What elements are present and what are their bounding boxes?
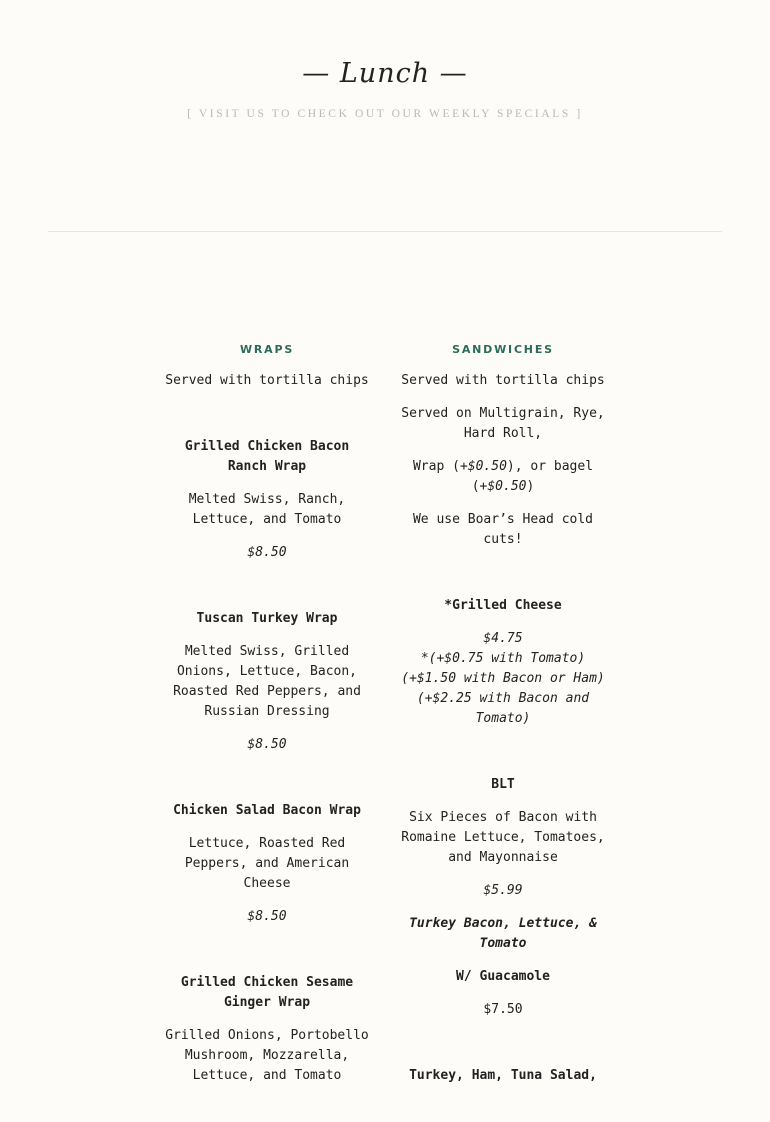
page-subtitle: [ VISIT US TO CHECK OUT OUR WEEKLY SPECIALS ] [187,108,583,120]
wraps-intro: Served with tortilla chips [165,373,369,388]
grilled-cheese-price: $4.75 [483,631,523,646]
menu-item-name: BLT [491,777,515,792]
grilled-cheese-option: (+$1.50 with Bacon or Ham) [401,671,605,686]
menu-item-price: $8.50 [247,545,287,560]
bagel-note-price: $0.50 [487,479,527,494]
grilled-cheese-option: *(+$0.75 with Tomato) [420,651,586,666]
menu-item-name: *Grilled Cheese [444,598,562,613]
wrap-bagel-note [400,457,606,497]
menu-item-desc: Lettuce, Roasted Red Peppers, and American Cheese [184,836,350,891]
wrap-note-price: $0.50 [467,459,507,474]
menu-item-desc: Six Pieces of Bacon with Romaine Lettuce, Tomatoes, and Mayonnaise [401,810,605,865]
menu-item-addon-price: $7.50 [483,1002,523,1017]
menu-item-name: Chicken Salad Bacon Wrap [173,803,361,818]
menu-item-desc: Grilled Onions, Portobello Mushroom, Mozzarella, Lettuce, and Tomato [165,1028,369,1083]
menu-item-variant: Turkey Bacon, Lettuce, & Tomato [409,916,597,951]
sandwiches-heading: SANDWICHES [452,343,554,356]
menu-item-desc: Melted Swiss, Grilled Onions, Lettuce, Bacon, Roasted Red Peppers, and Russian Dressing [173,644,361,719]
grilled-cheese-option: (+$2.25 with Bacon and Tomato) [416,691,590,726]
menu-item-price: $8.50 [247,737,287,752]
boars-head-note: We use Boar’s Head cold cuts! [412,512,593,547]
menu-item-name: Grilled Chicken Bacon Ranch Wrap [184,439,350,474]
menu-item-addon: W/ Guacamole [456,969,550,984]
section-divider [48,231,722,232]
bread-note: Served on Multigrain, Rye, Hard Roll, [401,406,605,441]
sandwiches-column [400,342,606,1099]
menu-item-desc: Melted Swiss, Ranch, Lettuce, and Tomato [188,492,346,527]
sandwiches-intro: Served with tortilla chips [401,373,605,388]
menu-item-price: $5.99 [483,883,523,898]
wrap-note-text: ), or bagel (+ [471,459,594,494]
wrap-note-text: ) [526,479,535,494]
menu-item-name: Tuscan Turkey Wrap [196,611,338,626]
menu-item-price: $8.50 [247,909,287,924]
wraps-column [163,342,371,1099]
menu-item-name: Grilled Chicken Sesame Ginger Wrap [180,975,354,1010]
menu-item-name: Turkey, Ham, Tuna Salad, [409,1068,597,1083]
wraps-heading: WRAPS [239,343,295,356]
menu-item-price [400,629,606,729]
page-title: — Lunch — [302,58,468,89]
wrap-note-text: Wrap (+ [412,459,468,474]
